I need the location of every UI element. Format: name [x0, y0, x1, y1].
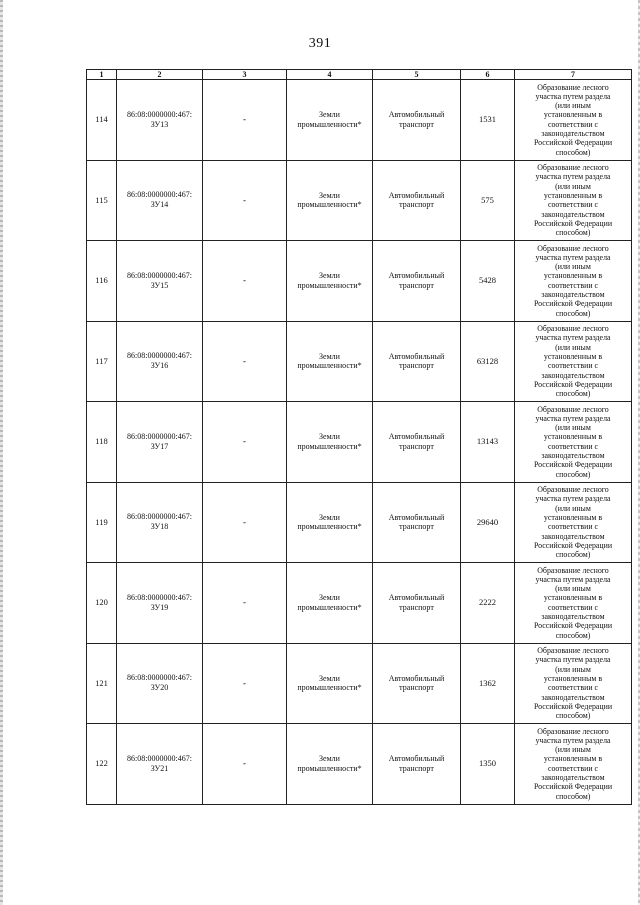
table-row — [87, 80, 632, 161]
column-header-7: 7 — [515, 70, 632, 80]
column-header-1: 1 — [87, 70, 117, 80]
land-category-cell: Земли промышленности* — [287, 643, 373, 724]
table-header-row — [87, 70, 632, 80]
column-3-cell: - — [203, 241, 287, 322]
table-row — [87, 643, 632, 724]
column-header-4: 4 — [287, 70, 373, 80]
area-cell: 2222 — [461, 563, 515, 644]
column-3-cell: - — [203, 643, 287, 724]
cadastral-number-cell: 86:08:0000000:467: ЗУ19 — [117, 563, 203, 644]
column-header-2: 2 — [117, 70, 203, 80]
cadastral-number-cell: 86:08:0000000:467: ЗУ18 — [117, 482, 203, 563]
row-number-cell: 120 — [87, 563, 117, 644]
table-row — [87, 160, 632, 241]
cadastral-number-cell: 86:08:0000000:467: ЗУ14 — [117, 160, 203, 241]
table-row — [87, 402, 632, 483]
row-number-cell: 119 — [87, 482, 117, 563]
area-cell: 29640 — [461, 482, 515, 563]
formation-note-cell: Образование лесного участка путем раздела (или иным установленным в соответствии с законодательством Российской Федерации способом) — [515, 80, 632, 161]
column-header-6: 6 — [461, 70, 515, 80]
permitted-use-cell: Автомобильный транспорт — [373, 482, 461, 563]
formation-note-cell: Образование лесного участка путем раздела (или иным установленным в соответствии с законодательством Российской Федерации способом) — [515, 563, 632, 644]
land-category-cell: Земли промышленности* — [287, 563, 373, 644]
row-number-cell: 121 — [87, 643, 117, 724]
column-3-cell: - — [203, 80, 287, 161]
land-category-cell: Земли промышленности* — [287, 241, 373, 322]
formation-note-cell: Образование лесного участка путем раздела (или иным установленным в соответствии с законодательством Российской Федерации способом) — [515, 160, 632, 241]
cadastral-number-cell: 86:08:0000000:467: ЗУ13 — [117, 80, 203, 161]
cadastral-number-cell: 86:08:0000000:467: ЗУ16 — [117, 321, 203, 402]
column-3-cell: - — [203, 482, 287, 563]
area-cell: 1350 — [461, 724, 515, 805]
permitted-use-cell: Автомобильный транспорт — [373, 160, 461, 241]
land-category-cell: Земли промышленности* — [287, 160, 373, 241]
column-header-3: 3 — [203, 70, 287, 80]
table-row — [87, 241, 632, 322]
row-number-cell: 117 — [87, 321, 117, 402]
row-number-cell: 122 — [87, 724, 117, 805]
row-number-cell: 118 — [87, 402, 117, 483]
land-category-cell: Земли промышленности* — [287, 482, 373, 563]
land-category-cell: Земли промышленности* — [287, 402, 373, 483]
land-category-cell: Земли промышленности* — [287, 321, 373, 402]
table-row — [87, 563, 632, 644]
cadastral-number-cell: 86:08:0000000:467: ЗУ21 — [117, 724, 203, 805]
permitted-use-cell: Автомобильный транспорт — [373, 643, 461, 724]
formation-note-cell: Образование лесного участка путем раздела (или иным установленным в соответствии с законодательством Российской Федерации способом) — [515, 402, 632, 483]
land-category-cell: Земли промышленности* — [287, 724, 373, 805]
cadastral-number-cell: 86:08:0000000:467: ЗУ17 — [117, 402, 203, 483]
column-3-cell: - — [203, 402, 287, 483]
formation-note-cell: Образование лесного участка путем раздела (или иным установленным в соответствии с законодательством Российской Федерации способом) — [515, 724, 632, 805]
permitted-use-cell: Автомобильный транспорт — [373, 402, 461, 483]
column-3-cell: - — [203, 321, 287, 402]
scan-edge-left — [0, 0, 3, 905]
formation-note-cell: Образование лесного участка путем раздела (или иным установленным в соответствии с законодательством Российской Федерации способом) — [515, 482, 632, 563]
permitted-use-cell: Автомобильный транспорт — [373, 563, 461, 644]
area-cell: 1362 — [461, 643, 515, 724]
column-3-cell: - — [203, 563, 287, 644]
table-body — [87, 80, 632, 805]
area-cell: 5428 — [461, 241, 515, 322]
formation-note-cell: Образование лесного участка путем раздела (или иным установленным в соответствии с законодательством Российской Федерации способом) — [515, 321, 632, 402]
table-row — [87, 321, 632, 402]
area-cell: 13143 — [461, 402, 515, 483]
formation-note-cell: Образование лесного участка путем раздела (или иным установленным в соответствии с законодательством Российской Федерации способом) — [515, 241, 632, 322]
permitted-use-cell: Автомобильный транспорт — [373, 80, 461, 161]
row-number-cell: 114 — [87, 80, 117, 161]
cadastral-number-cell: 86:08:0000000:467: ЗУ20 — [117, 643, 203, 724]
area-cell: 1531 — [461, 80, 515, 161]
row-number-cell: 116 — [87, 241, 117, 322]
land-plots-table — [86, 69, 632, 805]
permitted-use-cell: Автомобильный транспорт — [373, 241, 461, 322]
cadastral-number-cell: 86:08:0000000:467: ЗУ15 — [117, 241, 203, 322]
formation-note-cell: Образование лесного участка путем раздела (или иным установленным в соответствии с законодательством Российской Федерации способом) — [515, 643, 632, 724]
column-3-cell: - — [203, 724, 287, 805]
page-number: 391 — [308, 36, 332, 51]
row-number-cell: 115 — [87, 160, 117, 241]
permitted-use-cell: Автомобильный транспорт — [373, 321, 461, 402]
area-cell: 63128 — [461, 321, 515, 402]
table-row — [87, 724, 632, 805]
table-row — [87, 482, 632, 563]
land-category-cell: Земли промышленности* — [287, 80, 373, 161]
area-cell: 575 — [461, 160, 515, 241]
column-header-5: 5 — [373, 70, 461, 80]
column-3-cell: - — [203, 160, 287, 241]
permitted-use-cell: Автомобильный транспорт — [373, 724, 461, 805]
